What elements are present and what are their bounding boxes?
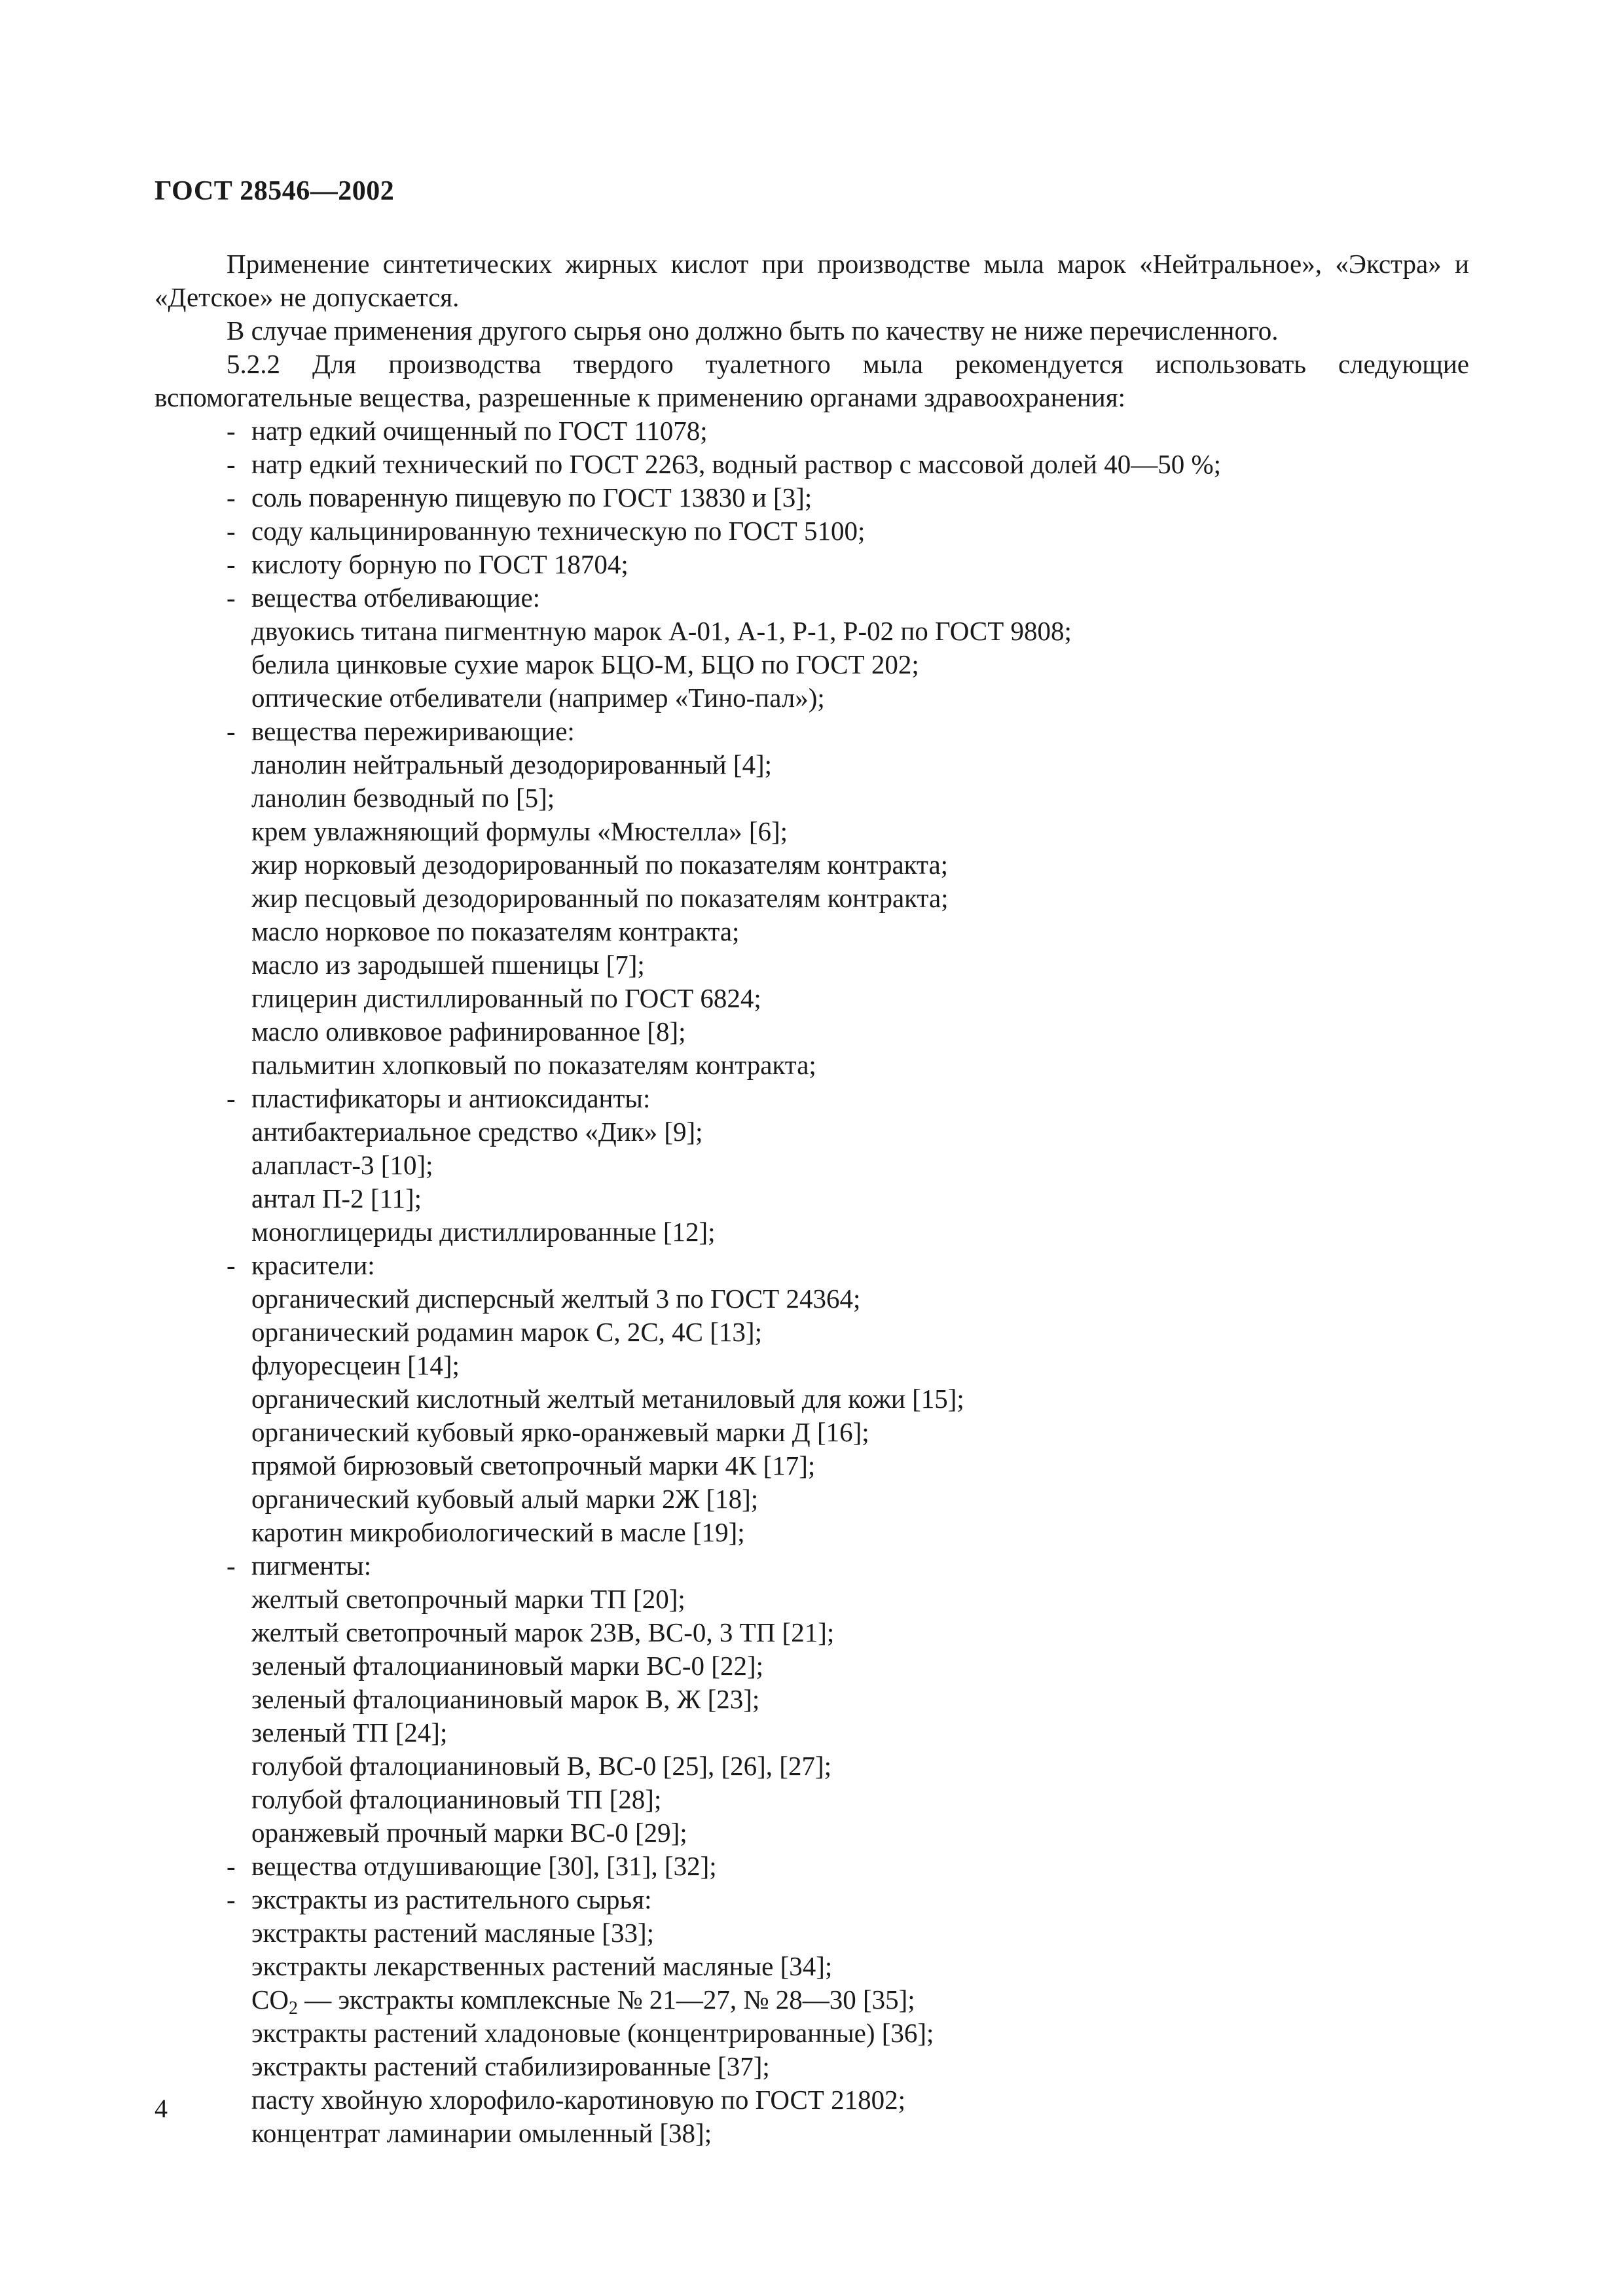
list-item	[155, 414, 1469, 448]
list-dash: -	[227, 1851, 236, 1881]
list-item	[155, 1249, 1469, 1282]
sub-item: экстракты растений масляные [33];	[251, 1918, 654, 1948]
list-item-text: соду кальцинированную техническую по ГОСТ 5100;	[251, 516, 866, 546]
sub-item: экстракты растений стабилизированные [37];	[251, 2051, 770, 2081]
sub-item: голубой фталоцианиновый В, ВС-0 [25], [26], [27];	[251, 1751, 831, 1781]
sub-item: зеленый ТП [24];	[251, 1717, 448, 1748]
sub-item: желтый светопрочный марки ТП [20];	[251, 1584, 685, 1614]
list-item-text: вещества отдушивающие [30], [31], [32];	[251, 1851, 717, 1881]
list-dash: -	[227, 1083, 236, 1113]
list-item	[155, 481, 1469, 514]
sub-item: органический кубовый ярко-оранжевый марки Д [16];	[251, 1417, 869, 1447]
sub-item: каротин микробиологический в масле [19];	[251, 1517, 745, 1547]
paragraph: Применение синтетических жирных кислот при производстве мыла марок «Нейтральное», «Экстра» и «Детское» не допускается.	[155, 249, 1469, 312]
co2-rest: — экстракты комплексные № 21—27, № 28—30 [35];	[297, 1984, 915, 2015]
list-dash: -	[227, 1551, 236, 1581]
sub-item: ланолин безводный по [5];	[251, 783, 555, 813]
page-number: 4	[155, 2094, 168, 2123]
list-item-text: красители:	[251, 1250, 375, 1280]
sub-item: экстракты лекарственных растений масляные [34];	[251, 1951, 833, 1981]
list-item	[155, 715, 1469, 748]
sub-item: оранжевый прочный марки ВС-0 [29];	[251, 1818, 687, 1848]
list-item-text: натр едкий очищенный по ГОСТ 11078;	[251, 416, 708, 446]
sub-item: масло оливковое рафинированное [8];	[251, 1016, 686, 1047]
sub-item: пальмитин хлопковый по показателям контракта;	[251, 1050, 816, 1080]
paragraph: В случае применения другого сырья оно должно быть по качеству не ниже перечисленного.	[227, 315, 1279, 346]
sub-item: голубой фталоцианиновый ТП [28];	[251, 1784, 662, 1814]
sub-item: антал П-2 [11];	[251, 1183, 422, 1213]
list-dash: -	[227, 416, 236, 446]
list-item	[155, 1549, 1469, 1583]
sub-item: пасту хвойную хлорофило-каротиновую по ГОСТ 21802;	[251, 2085, 905, 2115]
co2-prefix: СО	[251, 1984, 289, 2015]
sub-item: белила цинковые сухие марок БЦО-М, БЦО по ГОСТ 202;	[251, 649, 919, 679]
sub-item: антибактериальное средство «Дик» [9];	[251, 1117, 703, 1147]
sub-item: масло из зародышей пшеницы [7];	[251, 950, 645, 980]
list-item-text: вещества пережиривающие:	[251, 716, 575, 746]
co2-subscript: 2	[288, 1998, 298, 2018]
list-dash: -	[227, 449, 236, 479]
list-item	[155, 448, 1469, 481]
list-item-text: экстракты из растительного сырья:	[251, 1884, 652, 1914]
sub-item: жир песцовый дезодорированный по показателям контракта;	[251, 883, 949, 913]
list-item-text: соль поваренную пищевую по ГОСТ 13830 и [3];	[251, 482, 812, 512]
sub-item: прямой бирюзовый светопрочный марки 4К [17];	[251, 1450, 816, 1480]
list-dash: -	[227, 1250, 236, 1280]
substances-list	[155, 414, 1469, 1983]
tail-sub-items	[155, 2017, 1469, 2150]
list-item	[155, 514, 1469, 548]
list-dash: -	[227, 516, 236, 546]
list-dash: -	[227, 716, 236, 746]
list-item-text: пигменты:	[251, 1551, 372, 1581]
sub-item: экстракты растений хладоновые (концентрированные) [36];	[251, 2018, 934, 2048]
sub-item: двуокись титана пигментную марок А-01, А-1, Р-1, Р-02 по ГОСТ 9808;	[251, 616, 1072, 646]
sub-item: концентрат ламинарии омыленный [38];	[251, 2118, 712, 2148]
sub-item: крем увлажняющий формулы «Мюстелла» [6];	[251, 816, 788, 846]
sub-item: оптические отбеливатели (например «Тино-пал»);	[251, 683, 825, 713]
list-item-text: пластификаторы и антиоксиданты:	[251, 1083, 651, 1113]
sub-item: глицерин дистиллированный по ГОСТ 6824;	[251, 983, 761, 1013]
sub-item: ланолин нейтральный дезодорированный [4];	[251, 749, 773, 780]
sub-item: зеленый фталоцианиновый марки ВС-0 [22];	[251, 1651, 764, 1681]
sub-item: органический кубовый алый марки 2Ж [18];	[251, 1484, 759, 1514]
list-item-text: кислоту борную по ГОСТ 18704;	[251, 549, 629, 579]
sub-item: алапласт-3 [10];	[251, 1150, 433, 1180]
sub-item: органический дисперсный желтый 3 по ГОСТ 24364;	[251, 1283, 861, 1314]
list-dash: -	[227, 1884, 236, 1914]
list-item	[155, 1082, 1469, 1115]
list-item	[155, 581, 1469, 615]
document-body	[155, 247, 1469, 2150]
sub-item-co2	[155, 1983, 1469, 2017]
list-dash: -	[227, 549, 236, 579]
sub-item: зеленый фталоцианиновый марок В, Ж [23];	[251, 1684, 760, 1714]
sub-item: масло норковое по показателям контракта;	[251, 916, 740, 946]
sub-item: жир норковый дезодорированный по показателям контракта;	[251, 850, 949, 880]
list-item	[155, 1883, 1469, 1916]
sub-item: желтый светопрочный марок 23В, ВС-0, 3 ТП [21];	[251, 1617, 835, 1647]
sub-item: органический кислотный желтый метаниловый для кожи [15];	[251, 1384, 964, 1414]
list-dash: -	[227, 583, 236, 613]
list-item-text: натр едкий технический по ГОСТ 2263, водный раствор с массовой долей 40—50 %;	[251, 449, 1222, 479]
sub-item: моноглицериды дистиллированные [12];	[251, 1217, 716, 1247]
list-item-text: вещества отбеливающие:	[251, 583, 541, 613]
list-dash: -	[227, 482, 236, 512]
list-item	[155, 1850, 1469, 1883]
document-header: ГОСТ 28546—2002	[155, 176, 395, 206]
paragraph: 5.2.2 Для производства твердого туалетного мыла рекомендуется использовать следующие вспомогательные вещества, разрешенные к применению органами здравоохранения:	[155, 349, 1469, 412]
sub-item: органический родамин марок С, 2С, 4С [13];	[251, 1317, 762, 1347]
list-item	[155, 548, 1469, 581]
sub-item: флуоресцеин [14];	[251, 1350, 460, 1380]
